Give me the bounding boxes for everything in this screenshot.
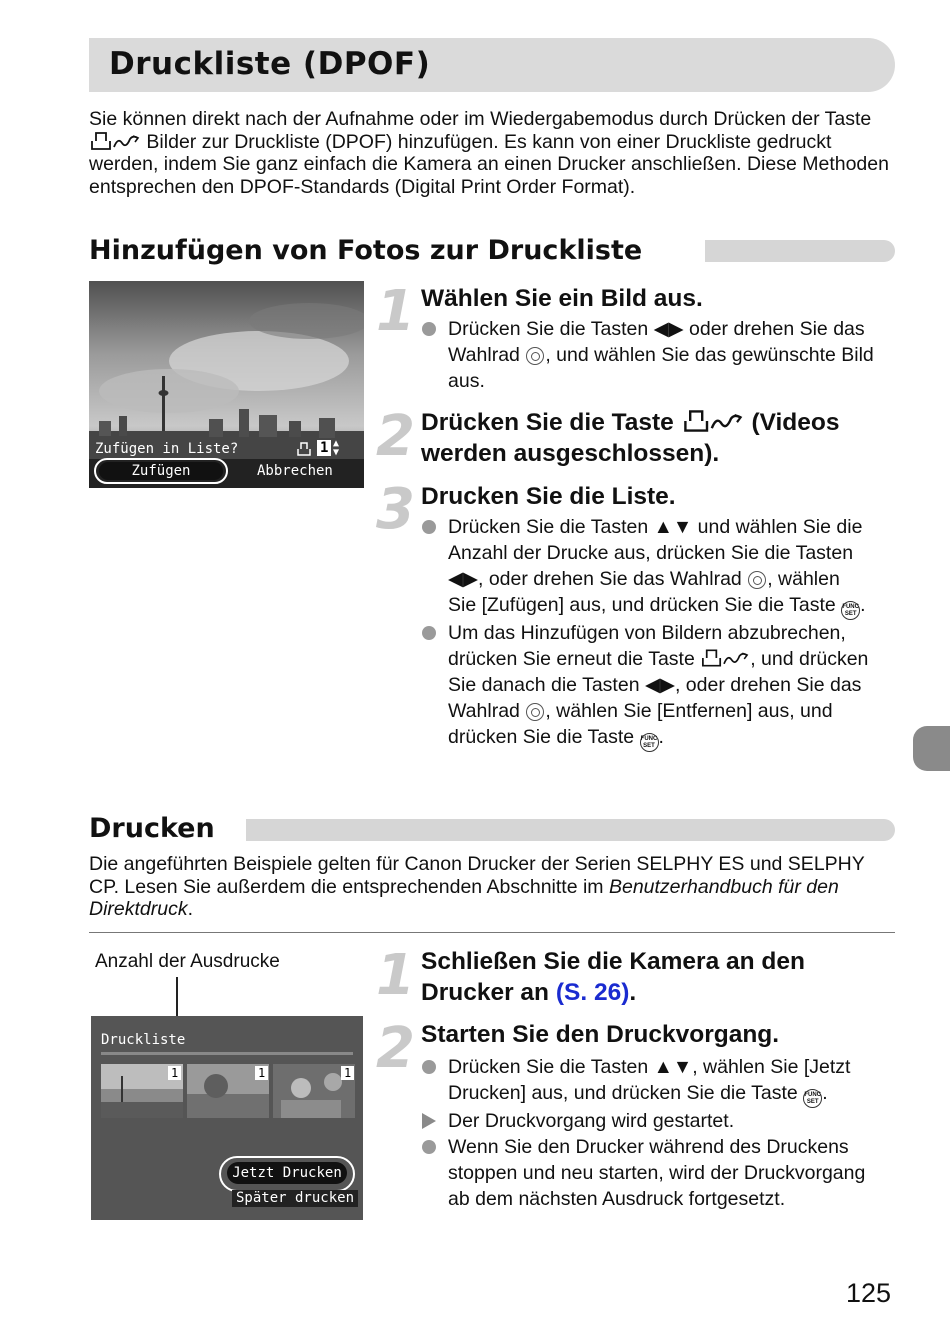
thumbnail-strip xyxy=(101,1064,357,1120)
control-dial-icon xyxy=(526,347,544,365)
add-button[interactable]: Zufügen xyxy=(99,462,223,480)
thumb-count: 1 xyxy=(168,1066,181,1080)
camera-screen-add xyxy=(89,281,364,488)
step-title: Schließen Sie die Kamera an den Drucker an (S. 26). xyxy=(421,948,805,1006)
print-share-icon xyxy=(700,648,750,668)
section-rule xyxy=(246,819,895,841)
cancel-button[interactable]: Abbrechen xyxy=(257,463,333,479)
list-item: Wenn Sie den Drucker während des Druckens stoppen und neu starten, wird der Druckvorgang ab dem nächsten Ausdruck fortgesetzt. xyxy=(421,1134,871,1212)
func-set-icon: FUNC SET xyxy=(841,601,860,620)
title-bar xyxy=(89,38,895,92)
step-title: Drücken Sie die Taste (Videos werden ausgeschlossen). xyxy=(421,409,840,467)
section-heading-print: Drucken xyxy=(89,813,215,844)
section-heading-add: Hinzufügen von Fotos zur Druckliste xyxy=(89,235,643,266)
thumb-count: 1 xyxy=(341,1066,354,1080)
divider xyxy=(89,932,895,933)
print-share-icon xyxy=(681,409,745,433)
step-bullets xyxy=(421,514,871,752)
control-dial-icon xyxy=(748,571,766,589)
left-right-keys-icon: ◀▶ xyxy=(644,674,675,696)
left-right-keys-icon: ◀▶ xyxy=(448,568,478,590)
list-item: Drücken Sie die Tasten ◀▶ oder drehen Sie das Wahlrad , und wählen Sie das gewünschte Bild aus. xyxy=(421,316,896,394)
print-order-icon xyxy=(296,441,312,457)
up-down-keys-icon: ▲▼ xyxy=(653,516,693,538)
add-prompt: Zufügen in Liste? xyxy=(95,441,239,457)
step-bullets xyxy=(421,316,896,394)
func-set-icon: FUNC SET xyxy=(640,733,659,752)
separator xyxy=(101,1052,353,1055)
step-title: Starten Sie den Druckvorgang. xyxy=(421,1021,780,1048)
step-title: Wählen Sie ein Bild aus. xyxy=(421,285,703,312)
print-list-title: Druckliste xyxy=(101,1032,186,1048)
page-title: Druckliste (DPOF) xyxy=(109,46,431,82)
list-item: Drücken Sie die Tasten ▲▼ und wählen Sie die Anzahl der Drucke aus, drücken Sie die Tasten ◀▶, oder drehen Sie das Wahlrad , wählen Sie [Zufügen] aus, und drücken Sie die Taste FUNC SET . xyxy=(421,514,871,620)
step-number: 1 xyxy=(376,279,415,344)
step-number: 2 xyxy=(376,404,415,469)
callout-label: Anzahl der Ausdrucke xyxy=(95,951,280,972)
print-count: 1 xyxy=(317,440,331,456)
page-number: 125 xyxy=(846,1278,892,1308)
print-now-button[interactable]: Jetzt Drucken xyxy=(227,1162,347,1184)
list-item: Drücken Sie die Tasten ▲▼, wählen Sie [Jetzt Drucken] aus, und drücken Sie die Taste FUNC SET . xyxy=(421,1054,871,1108)
left-right-keys-icon: ◀▶ xyxy=(653,318,684,340)
step-number: 1 xyxy=(376,943,415,1008)
thumb-count: 1 xyxy=(255,1066,268,1080)
step-bullets xyxy=(421,1054,871,1212)
print-intro: Die angeführten Beispiele gelten für Canon Drucker der Serien SELPHY ES und SELPHY CP. Lesen Sie außerdem die entsprechenden Abschnitte im Benutzerhandbuch für den Direktdruck. xyxy=(89,853,865,920)
chapter-tab xyxy=(913,726,950,771)
print-share-icon xyxy=(89,131,141,151)
print-later-button[interactable]: Später drucken xyxy=(232,1190,358,1207)
section-rule xyxy=(705,240,895,262)
control-dial-icon xyxy=(526,703,544,721)
intro-paragraph: Sie können direkt nach der Aufnahme oder im Wiedergabemodus durch Drücken der Taste Bilder zur Druckliste (DPOF) hinzufügen. Es kann von einer Druckliste gedruckt werden, indem Sie ganz einfach die Kamera an einen Drucker anschließen. Diese Methoden entsprechen den DPOF-Standards (Digital Print Order Format). xyxy=(89,108,889,198)
list-item: Um das Hinzufügen von Bildern abzubrechen, drücken Sie erneut die Taste , und drücken Sie danach die Tasten ◀▶, oder drehen Sie das Wahlrad , wählen Sie [Entfernen] aus, und drücken Sie die Taste FUNC SET . xyxy=(421,620,871,752)
up-down-keys-icon: ▲▼ xyxy=(653,1056,693,1078)
list-item: Der Druckvorgang wird gestartet. xyxy=(421,1108,871,1134)
step-title: Drucken Sie die Liste. xyxy=(421,483,676,510)
step-number: 2 xyxy=(376,1016,415,1081)
up-down-arrows-icon: ▲ ▼ xyxy=(333,438,340,458)
step-number: 3 xyxy=(376,477,415,542)
camera-screen-print xyxy=(91,1016,363,1220)
func-set-icon: FUNC SET xyxy=(803,1089,822,1108)
page-reference-link[interactable]: (S. 26) xyxy=(555,979,630,1006)
